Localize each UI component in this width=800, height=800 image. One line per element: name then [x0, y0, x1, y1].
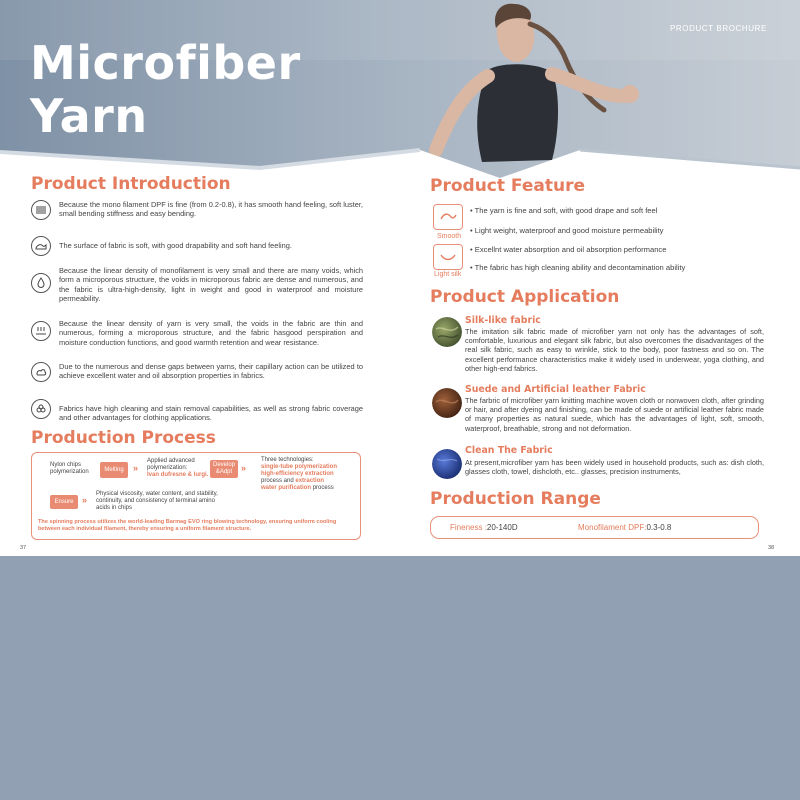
perspiration-icon: [31, 321, 51, 341]
feature-item: [470, 206, 657, 215]
intro-item: [31, 266, 363, 304]
intro-text: Because the mono filament DPF is fine (from 0.2-0.8), it has smooth hand feeling, soft luster, small bending stiffness and easy bending.: [59, 200, 363, 219]
soft-fabric-icon: [31, 236, 51, 256]
feature-item: [470, 245, 666, 254]
intro-item: [31, 399, 363, 423]
intro-text: Because the linear density of monofilament is very small and there are many voids, which form a microporous structure, the voids in microporous fabric are dense and numerous, and the fabric is ultra-high-density, light in weight and good in waterproof and moisture permeability.: [59, 266, 363, 304]
intro-heading: Product Introduction: [31, 174, 231, 194]
bullet: •: [470, 263, 473, 272]
feature-icon-label: Smooth: [437, 233, 462, 240]
intro-text: Because the linear density of yarn is very small, the voids in the fabric are thin and numerous, forming a microporous structure, and the fabric hasgood perspiration and moisture conduction functions, and good warmth retention and wear resistance.: [59, 319, 363, 347]
smooth-icon: [433, 204, 463, 230]
monofilament-spec: [578, 523, 671, 532]
feature-heading: Product Feature: [430, 176, 585, 196]
brochure-title-line1: Microfiber: [30, 36, 301, 90]
process-tech3-pre: process and: [261, 478, 294, 484]
intro-text: Fabrics have high cleaning and stain removal capabilities, as well as strong fabric coverage and other advantages for clothing applications.: [59, 404, 363, 423]
waterproof-icon: [31, 273, 51, 293]
process-tech3: extraction: [295, 478, 325, 484]
process-technologies: [261, 457, 357, 492]
page-number-left: 37: [20, 545, 27, 551]
process-note: The spinning process utilizes the world-leading Barmag EVO ring blowing technology, ensuring uniform cooling between each individual filament, thereby ensuring a uniform filament structure.: [38, 519, 337, 532]
monofilament-value: 0.3-0.8: [646, 523, 672, 532]
intro-item: [31, 200, 363, 220]
application-title: Suede and Artificial leather Fabric: [465, 384, 646, 395]
bullet: •: [470, 226, 473, 235]
process-develop: Develop &Adpt: [210, 460, 238, 478]
range-heading: Production Range: [430, 489, 601, 509]
application-heading: Product Application: [430, 287, 620, 307]
brochure-label: PRODUCT BROCHURE: [669, 24, 767, 33]
feature-icon-label: Light silk: [434, 271, 462, 278]
process-nylon: Nylon chips polymerization: [50, 462, 89, 475]
process-tech4-post: process: [312, 485, 334, 491]
cotton-icon: [31, 399, 51, 419]
range-box: [430, 516, 759, 539]
fineness-spec: [450, 523, 518, 532]
arrow-icon: »: [241, 463, 247, 473]
process-tech4: water purification: [261, 485, 312, 491]
feature-text: Excellnt water absorption and oil absorption performance: [474, 245, 667, 254]
brochure-title-line2: Yarn: [30, 89, 148, 143]
intro-text: The surface of fabric is soft, with good drapability and soft hand feeling.: [59, 241, 292, 250]
feature-item: [470, 226, 663, 235]
feature-text: Light weight, waterproof and good moisture permeability: [474, 226, 664, 235]
suede-fabric-image: [432, 388, 462, 418]
intro-text: Due to the numerous and dense gaps between yarns, their capillary action can be utilized to achieve excellent water and oil absorption properties in fabrics.: [59, 362, 363, 381]
feature-text: The fabric has high cleaning ability and decontamination ability: [474, 263, 686, 272]
process-melting: Melting: [100, 462, 128, 478]
page-number-right: 38: [768, 545, 775, 551]
fine-filament-icon: [31, 200, 51, 220]
intro-item: [31, 319, 363, 347]
process-applied: [147, 458, 209, 479]
bullet: •: [470, 206, 473, 215]
process-tech2: high-efficiency extraction: [261, 471, 334, 477]
arrow-icon: »: [133, 463, 139, 473]
light-silk-icon: [433, 244, 463, 270]
process-tech1: single-tube polymerization: [261, 464, 338, 470]
process-tech-label: Three technologies:: [261, 457, 314, 463]
bullet: •: [470, 245, 473, 254]
process-ensure-text: Physical viscosity, water content, and stability, continuity, and consistency of terminal amino acids in chips: [96, 491, 218, 511]
application-text: The farbric of microfiber yarn knitting machine woven cloth or nonwoven cloth, after grinding or hair, and after dyeing and finishing, can be made of suede or artificial leather fabric made of many properties as natural suede, which has the advantages of light, soft, smooth, waterproof, breathable, strong and not deformation.: [465, 396, 764, 433]
process-box: [31, 452, 361, 540]
application-text: The imitation silk fabric made of microfiber yarn not only has the advantages of soft, comfortable, luxurious and elegant silk fabric, but also overcomes the disadvantages of the real silk fabric, such as easy to wrinkle, stick to the body, poor fastness and so on. The excellent performance characteristics make it widely used in underwear, yoga clothing, and other high-end fabrics.: [465, 327, 764, 373]
application-text: At present,microfiber yarn has been widely used in household products, such as: dish cloth, glasses cloth, towel, dishcloth, etc.. glasses, precision instruments,: [465, 458, 764, 477]
application-title: Silk-like fabric: [465, 315, 541, 326]
intro-item: [31, 362, 363, 382]
absorption-icon: [31, 362, 51, 382]
feature-text: The yarn is fine and soft, with good drape and soft feel: [474, 206, 658, 215]
arrow-icon: »: [82, 495, 88, 505]
hero-banner: [0, 0, 800, 185]
silk-fabric-image: [432, 317, 462, 347]
clean-fabric-image: [432, 449, 462, 479]
monofilament-label: Monofilament DPF:: [578, 523, 647, 532]
feature-item: [470, 263, 685, 272]
application-title: Clean The Fabric: [465, 445, 553, 456]
process-ensure: Ensure: [50, 495, 78, 509]
process-applied-text: Applied advanced polymerization:: [147, 458, 195, 471]
process-applied-highlight: Ivan dufresne & lurgi.: [147, 472, 209, 478]
intro-item: [31, 236, 363, 256]
process-heading: Production Process: [31, 428, 216, 448]
fineness-label: Fineness :: [450, 523, 487, 532]
fineness-value: 20-140D: [486, 523, 518, 532]
